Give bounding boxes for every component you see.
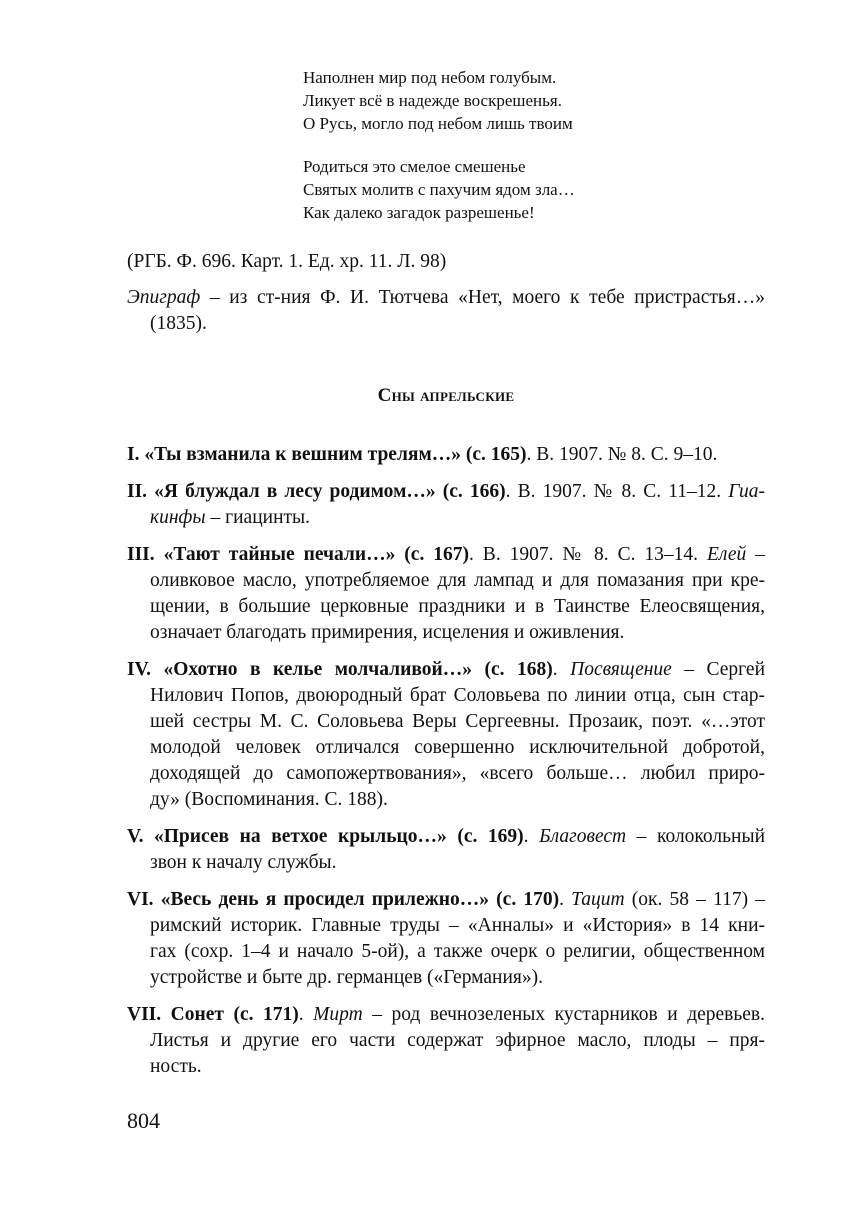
- note-line: [127, 887, 765, 913]
- note-line: [127, 505, 765, 531]
- poem-line: Как далеко загадок разрешенье!: [303, 203, 535, 222]
- note-line: молодой человек отличался совершенно исключительной добротой,: [150, 737, 765, 758]
- note-text: (ок. 58 – 117) –: [624, 889, 765, 910]
- note-text: . В. 1907. № 8. С. 13–14.: [469, 544, 707, 565]
- note-line: [127, 1002, 765, 1028]
- epigraph-line-1: [127, 285, 765, 311]
- poem-line: Родиться это смелое смешенье: [303, 157, 526, 176]
- note-heading: V. «Присев на ветхое крыльцо…» (с. 169): [127, 826, 524, 847]
- note-line: [127, 542, 765, 568]
- note-line: Листья и другие его части содержат эфирное масло, плоды – пря-: [150, 1030, 765, 1051]
- note-line: доходящей до самопожертвования», «всего больше… любил приро-: [150, 763, 765, 784]
- note-line: [127, 657, 765, 683]
- note-heading: III. «Тают тайные печали…» (с. 167): [127, 544, 469, 565]
- epigraph-label: Эпиграф: [127, 287, 201, 308]
- note-term: Благовест: [539, 826, 627, 847]
- note-line: Нилович Попов, двоюродный брат Соловьева по линии отца, сын стар-: [150, 685, 765, 706]
- poem-stanza-2: [303, 155, 763, 224]
- note-line: звон к началу службы.: [150, 852, 337, 873]
- poem-block: [303, 66, 763, 244]
- note-term: Мирт: [313, 1004, 363, 1025]
- note-item-3: [127, 542, 765, 646]
- poem-line: Святых молитв с пахучим ядом зла…: [303, 180, 575, 199]
- note-line: ность.: [150, 1056, 202, 1077]
- note-item-4: [127, 657, 765, 813]
- epigraph-note: [127, 285, 765, 337]
- notes-list: [127, 442, 765, 1091]
- note-heading: I. «Ты взманила к вешним трелям…» (с. 165): [127, 444, 527, 465]
- note-line: шей сестры М. С. Соловьева Веры Сергеевны. Прозаик, поэт. «…этот: [150, 711, 765, 732]
- note-text: .: [559, 889, 572, 910]
- note-line: [127, 479, 765, 505]
- note-line: римский историк. Главные труды – «Анналы» и «История» в 14 кни-: [150, 915, 765, 936]
- poem-line: Ликует всё в надежде воскрешенья.: [303, 91, 562, 110]
- poem-line: Наполнен мир под небом голубым.: [303, 68, 557, 87]
- note-line: ду» (Воспоминания. С. 188).: [150, 789, 388, 810]
- epigraph-text: – из ст-ния Ф. И. Тютчева «Нет, моего к тебе пристрастья…»: [200, 287, 765, 308]
- note-line: щении, в большие церковные праздники и в Таинстве Елеосвящения,: [150, 596, 765, 617]
- note-heading: VII. Сонет (с. 171): [127, 1004, 299, 1025]
- note-item-2: [127, 479, 765, 531]
- note-line: означает благодать примирения, исцеления и оживления.: [150, 622, 625, 643]
- section-title: Сны апрельские: [377, 385, 515, 406]
- note-text: –: [746, 544, 765, 565]
- note-text: – гиацинты.: [205, 507, 311, 528]
- note-text: – Сергей: [671, 659, 766, 680]
- note-line: [127, 442, 765, 468]
- note-text: . В. 1907. № 8. С. 11–12.: [505, 481, 729, 502]
- epigraph-line-2: (1835).: [150, 313, 207, 334]
- note-term: Тацит: [571, 889, 625, 910]
- note-text: .: [523, 826, 540, 847]
- note-heading: IV. «Охотно в келье молчаливой…» (с. 168): [127, 659, 553, 680]
- note-heading: VI. «Весь день я просидел прилежно…» (с. 170): [127, 889, 560, 910]
- note-term: Елей: [706, 544, 747, 565]
- note-line: [127, 824, 765, 850]
- note-term: кинфы: [150, 507, 206, 528]
- note-text: . В. 1907. № 8. С. 9–10.: [526, 444, 718, 465]
- note-item-5: [127, 824, 765, 876]
- note-term: Посвящение: [570, 659, 672, 680]
- note-text: – род вечнозеленых кустарников и деревьев.: [362, 1004, 766, 1025]
- note-heading: II. «Я блуждал в лесу родимом…» (с. 166): [127, 481, 506, 502]
- note-line: устройстве и быте др. германцев («Германия»).: [150, 967, 543, 988]
- note-line: гах (сохр. 1–4 и начало 5-ой), а также очерк о религии, общественном: [150, 941, 765, 962]
- note-text: .: [552, 659, 571, 680]
- archive-source-note: (РГБ. Ф. 696. Карт. 1. Ед. хр. 11. Л. 98): [127, 251, 447, 272]
- note-line: оливковое масло, употребляемое для лампад и для помазания при кре-: [150, 570, 765, 591]
- poem-stanza-1: [303, 66, 763, 135]
- poem-line: О Русь, могло под небом лишь твоим: [303, 114, 573, 133]
- note-item-6: [127, 887, 765, 991]
- note-item-7: [127, 1002, 765, 1080]
- note-text: .: [298, 1004, 314, 1025]
- page-number: 804: [127, 1108, 160, 1133]
- note-text: – колокольный: [626, 826, 766, 847]
- note-item-1: [127, 442, 765, 468]
- note-term: Гиа-: [728, 481, 765, 502]
